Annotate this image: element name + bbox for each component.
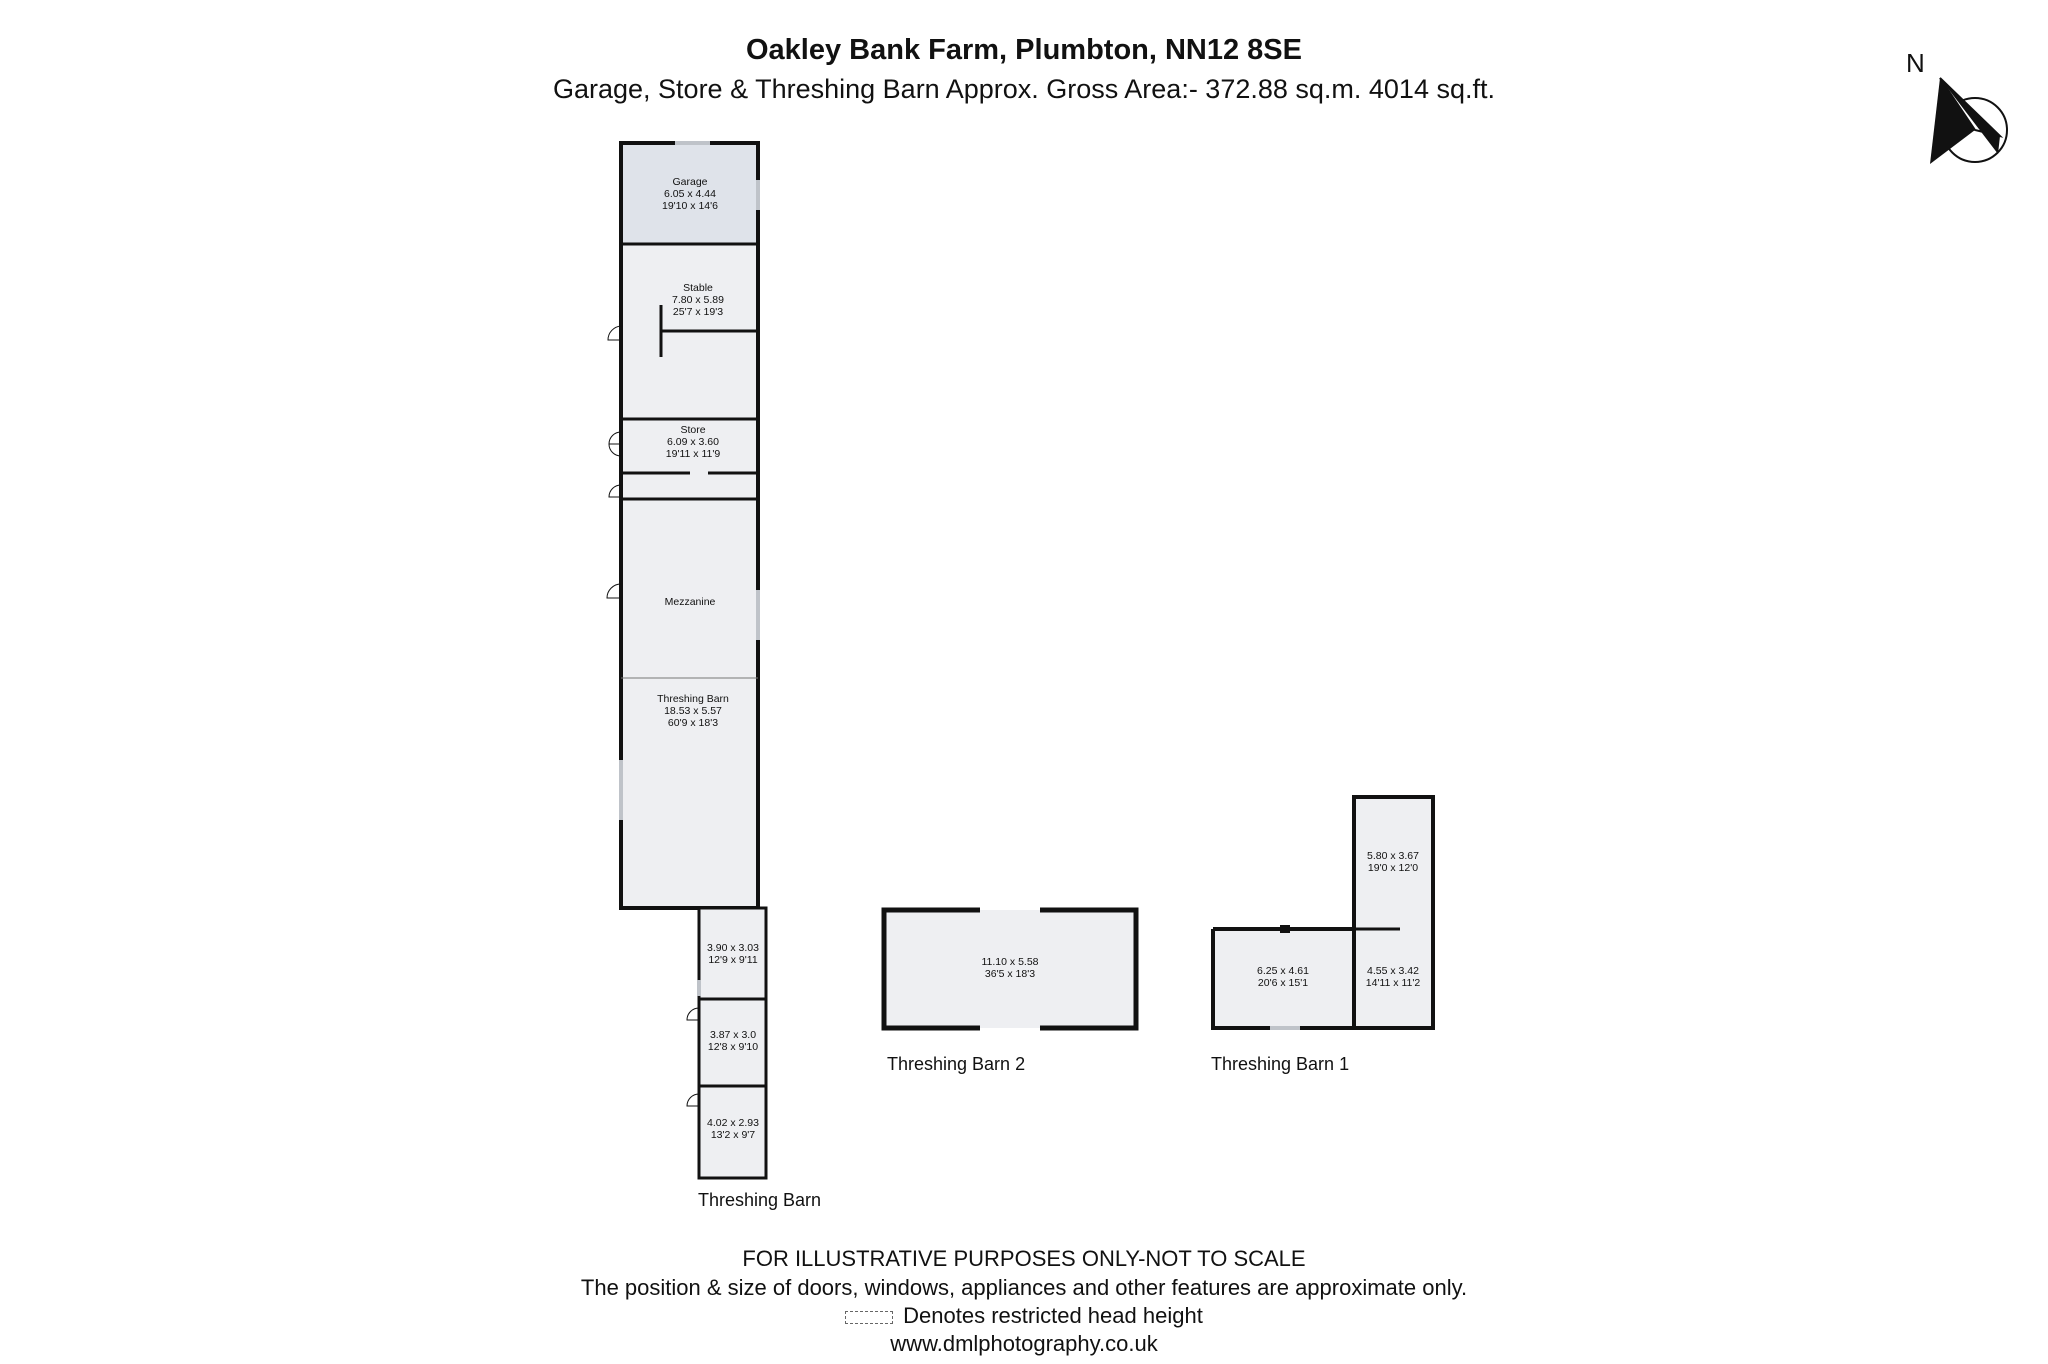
north-label: N: [1906, 48, 1925, 78]
threshing-barn-1: [1213, 797, 1433, 1028]
store-imperial: 19'11 x 11'9: [665, 448, 721, 460]
threshing-barn-imperial: 60'9 x 18'3: [667, 717, 719, 729]
legend-row: [0, 1303, 2048, 1329]
threshing-barn-2-label: Threshing Barn 2: [887, 1054, 1026, 1074]
threshing-barn-block-label: Threshing Barn: [698, 1190, 822, 1210]
threshing-barn-metric: 18.53 x 5.57: [664, 705, 722, 717]
small-room-1-metric: 3.90 x 3.03: [707, 942, 759, 954]
garage-name: Garage: [672, 176, 708, 188]
barn1-bottom-imperial: 14'11 x 11'2: [1365, 977, 1421, 989]
small-room-3-imperial: 13'2 x 9'7: [710, 1129, 756, 1141]
stable-name: Stable: [683, 282, 713, 294]
plan-title: Oakley Bank Farm, Plumbton, NN12 8SE: [745, 34, 1302, 66]
small-room-1-imperial: 12'9 x 9'11: [708, 954, 758, 966]
barn1-bottom-metric: 4.55 x 3.42: [1367, 965, 1419, 977]
garage-imperial: 19'10 x 14'6: [662, 200, 718, 212]
barn2-room-metric: 11.10 x 5.58: [981, 956, 1039, 968]
barn1-top-imperial: 19'0 x 12'0: [1367, 862, 1419, 874]
stable-metric: 7.80 x 5.89: [672, 294, 724, 306]
plan-subtitle: Garage, Store & Threshing Barn Approx. Gross Area:- 372.88 sq.m. 4014 sq.ft.: [552, 74, 1495, 104]
website-link[interactable]: www.dmlphotography.co.uk: [890, 1331, 1158, 1356]
barn1-left-imperial: 20'6 x 15'1: [1257, 977, 1309, 989]
small-room-2-imperial: 12'8 x 9'10: [707, 1041, 759, 1053]
legend-text: Denotes restricted head height: [903, 1303, 1203, 1328]
restricted-height-swatch: [845, 1311, 893, 1324]
barn1-top-metric: 5.80 x 3.67: [1367, 850, 1419, 862]
barn1-left-metric: 6.25 x 4.61: [1257, 965, 1309, 977]
small-room-3-metric: 4.02 x 2.93: [707, 1117, 759, 1129]
store-metric: 6.09 x 3.60: [667, 436, 719, 448]
stable-imperial: 25'7 x 19'3: [672, 306, 724, 318]
main-building: [607, 143, 758, 908]
threshing-barn-1-label: Threshing Barn 1: [1211, 1054, 1350, 1074]
barn2-room-imperial: 36'5 x 18'3: [984, 968, 1036, 980]
threshing-barn-name: Threshing Barn: [657, 693, 729, 705]
garage-metric: 6.05 x 4.44: [664, 188, 716, 200]
small-room-2-metric: 3.87 x 3.0: [709, 1029, 757, 1041]
disclaimer-line-1: FOR ILLUSTRATIVE PURPOSES ONLY-NOT TO SCALE: [742, 1246, 1306, 1271]
store-name: Store: [680, 424, 706, 436]
disclaimer-line-2: The position & size of doors, windows, appliances and other features are approximate only.: [580, 1275, 1468, 1300]
mezzanine-name: Mezzanine: [664, 596, 716, 608]
